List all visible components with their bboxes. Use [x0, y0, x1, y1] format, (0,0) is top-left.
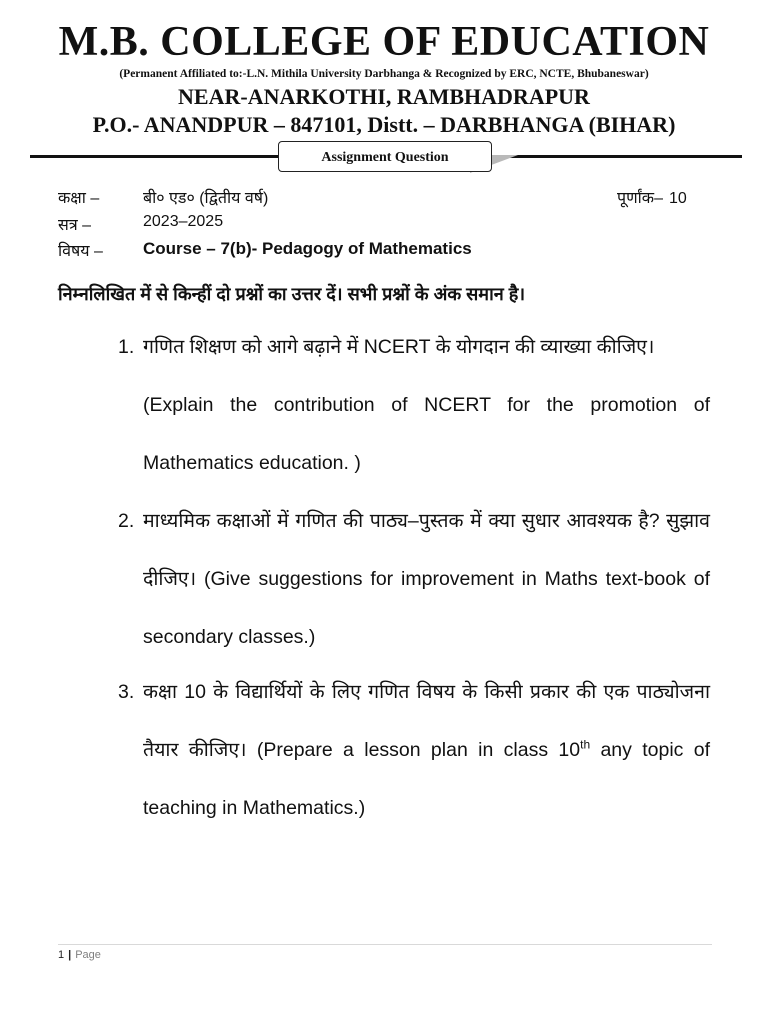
college-name: M.B. COLLEGE OF EDUCATION — [58, 19, 710, 65]
page-footer — [58, 949, 101, 961]
address-line-1: NEAR-ANARKOTHI, RAMBHADRAPUR — [178, 84, 590, 109]
assignment-label: Assignment Question — [278, 141, 492, 172]
session-value: 2023–2025 — [143, 213, 224, 230]
footer-divider — [58, 944, 712, 945]
address-line-2: P.O.- ANANDPUR – 847101, Distt. – DARBHANGA (BIHAR) — [92, 112, 676, 137]
page-word: Page — [75, 949, 101, 961]
class-label: कक्षा – — [58, 190, 100, 207]
question-number: 1. — [118, 336, 135, 358]
session-label: सत्र – — [58, 217, 91, 234]
full-marks — [617, 186, 687, 208]
question-number: 3. — [118, 681, 135, 703]
question-3-english-part-2: any topic of teaching in Mathematics.) — [143, 739, 711, 819]
question-1-english: (Explain the contribution of NCERT for the promotion of Mathematics education. ) — [143, 394, 710, 474]
ordinal-suffix: th — [580, 737, 591, 752]
question-1-hindi: गणित शिक्षण को आगे बढ़ाने में NCERT के योगदान की व्याख्या कीजिए। — [143, 336, 655, 358]
footer-separator: | — [68, 949, 72, 961]
question-1 — [143, 318, 710, 492]
full-marks-value: 10 — [669, 190, 687, 207]
instruction: निम्नलिखित में से किन्हीं दो प्रश्नों का उत्तर दें। सभी प्रश्नों के अंक समान है। — [58, 284, 526, 304]
full-marks-label: पूर्णांक– — [617, 190, 663, 207]
class-value: बी० एड० (द्वितीय वर्ष) — [143, 190, 269, 207]
question-3 — [143, 663, 710, 837]
subject-label: विषय – — [58, 243, 103, 260]
question-number: 2. — [118, 510, 135, 532]
page-number: 1 — [58, 949, 65, 961]
affiliation-line: (Permanent Affiliated to:-L.N. Mithila University Darbhanga & Recognized by ERC, NCTE, Bhubaneswar) — [119, 68, 649, 80]
subject-value: Course – 7(b)- Pedagogy of Mathematics — [143, 239, 472, 258]
question-3-english-part-1: (Prepare a lesson plan in class 10 — [256, 739, 581, 761]
question-2-english: (Give suggestions for improvement in Maths text-book of secondary classes.) — [143, 568, 711, 648]
question-3-hindi: कक्षा 10 के विद्यार्थियों के लिए गणित विषय के किसी प्रकार की एक पाठ्योजना तैयार कीजिए। — [143, 681, 710, 761]
question-2-hindi: माध्यमिक कक्षाओं में गणित की पाठ्य–पुस्तक में क्या सुधार आवश्यक है? सुझाव दीजिए। — [143, 510, 710, 590]
question-2 — [143, 492, 710, 666]
